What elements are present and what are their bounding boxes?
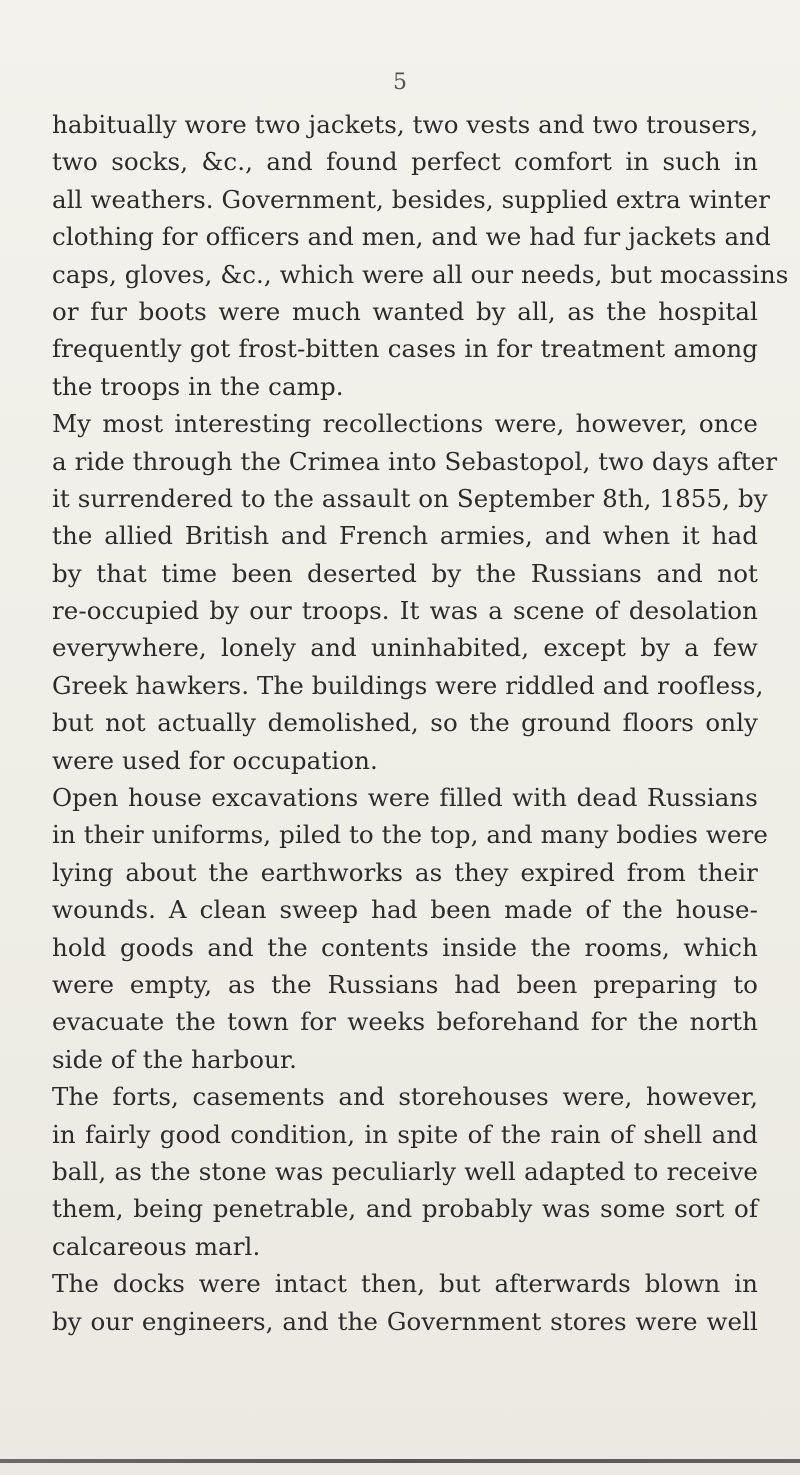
text-line: a ride through the Crimea into Sebastopol, two days after — [52, 446, 778, 476]
page-number: 5 — [393, 70, 407, 95]
text-line: the allied British and French armies, and when it had — [52, 521, 758, 551]
text-line: hold goods and the contents inside the rooms, which — [52, 932, 758, 962]
text-line: lying about the earthworks as they expired from their — [52, 857, 758, 887]
text-line: caps, gloves, &c., which were all our needs, but mocassins — [52, 259, 789, 289]
text-line: Greek hawkers. The buildings were riddled and roofless, — [52, 670, 764, 700]
text-line: clothing for officers and men, and we had fur jackets and — [52, 222, 771, 252]
text-line: were empty, as the Russians had been preparing to — [52, 969, 758, 999]
text-line: side of the harbour. — [52, 1044, 298, 1074]
text-line: two socks, &c., and found perfect comfort in such in — [52, 147, 758, 177]
text-line: frequently got frost-bitten cases in for treatment among — [52, 334, 758, 364]
text-line: by that time been deserted by the Russians and not — [52, 558, 758, 588]
text-line: by our engineers, and the Government stores were well — [52, 1306, 758, 1336]
text-line: or fur boots were much wanted by all, as the hospital — [52, 296, 758, 326]
text-line: everywhere, lonely and uninhabited, except by a few — [52, 633, 758, 663]
text-line: re-occupied by our troops. It was a scene of desolation — [52, 596, 758, 626]
text-line: it surrendered to the assault on September 8th, 1855, by — [52, 483, 768, 513]
text-line: in fairly good condition, in spite of the rain of shell and — [52, 1119, 758, 1149]
bottom-edge-rule — [0, 1459, 800, 1463]
text-line: but not actually demolished, so the ground floors only — [52, 708, 758, 738]
text-line: in their uniforms, piled to the top, and many bodies were — [52, 820, 768, 850]
text-line: all weathers. Government, besides, supplied extra winter — [52, 184, 771, 214]
text-line: the troops in the camp. — [52, 371, 344, 401]
text-line: calcareous marl. — [52, 1231, 261, 1261]
text-line: The forts, casements and storehouses were, however, — [52, 1082, 758, 1112]
text-line: wounds. A clean sweep had been made of the house- — [52, 895, 758, 925]
text-line: evacuate the town for weeks beforehand for the north — [52, 1007, 758, 1037]
body-text — [52, 106, 789, 1340]
text-line: were used for occupation. — [52, 745, 378, 775]
text-line: habitually wore two jackets, two vests and two trousers, — [52, 110, 759, 139]
text-line: Open house excavations were filled with dead Russians — [52, 783, 758, 813]
text-line: My most interesting recollections were, however, once — [52, 409, 758, 439]
text-line: ball, as the stone was peculiarly well adapted to receive — [52, 1156, 758, 1186]
text-line: The docks were intact then, but afterwards blown in — [52, 1269, 758, 1299]
text-line: them, being penetrable, and probably was some sort of — [52, 1194, 758, 1224]
